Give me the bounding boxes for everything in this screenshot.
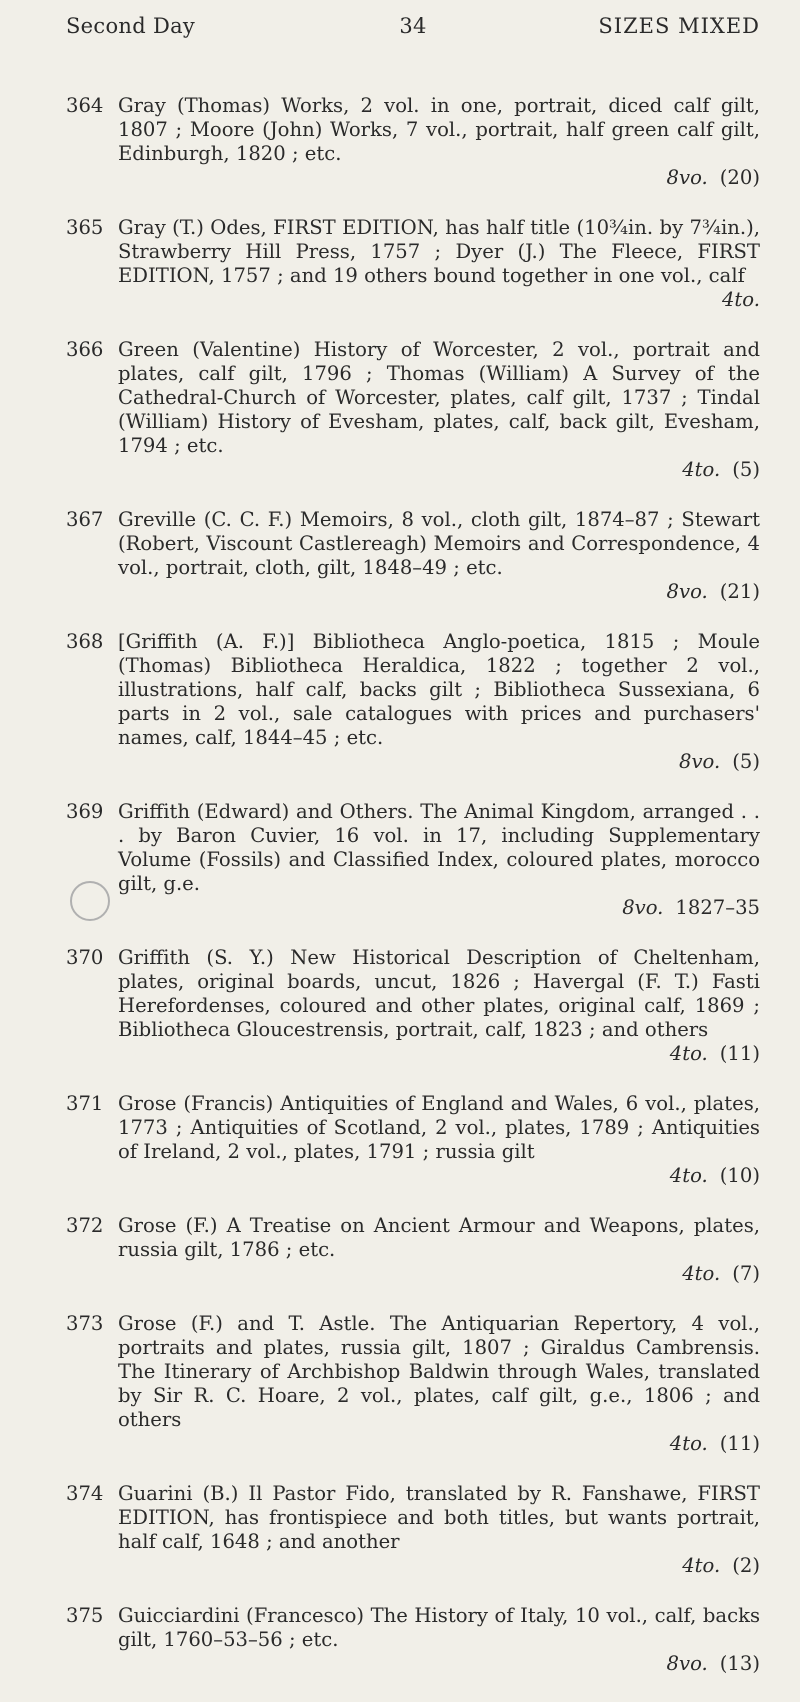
lot-number: 372 xyxy=(66,1214,104,1237)
lot-entry xyxy=(66,94,760,190)
lot-format-line xyxy=(118,896,760,920)
lot-format-line xyxy=(118,1042,760,1066)
lot-description xyxy=(118,800,760,896)
lot-description xyxy=(118,216,760,288)
lot-format: 8vo. xyxy=(666,1652,708,1675)
lot-format: 8vo. xyxy=(622,896,664,919)
lot-description xyxy=(118,338,760,458)
lot-entry xyxy=(66,946,760,1066)
lot-count: (5) xyxy=(732,458,760,481)
lot-number: 375 xyxy=(66,1604,104,1627)
lot-count: (21) xyxy=(719,580,760,603)
lot-number: 366 xyxy=(66,338,104,361)
lot-format-line xyxy=(118,750,760,774)
lot-entry xyxy=(66,1312,760,1456)
lot-description-text: Grose (F.) and T. Astle. The Antiquarian Repertory, 4 vol., portraits and plates, russia gilt, 1807 ; Giraldus Cambrensis. The Itinerary of Archbishop Baldwin through Wales, translated by Sir R. C. Hoare, 2 vol., plates, calf gilt, g.e., 1806 ; and others xyxy=(118,1312,760,1431)
lot-entry xyxy=(66,216,760,312)
lot-number: 368 xyxy=(66,630,104,653)
lot-entry xyxy=(66,1092,760,1188)
lot-entry xyxy=(66,508,760,604)
page-number: 34 xyxy=(399,14,427,38)
lot-number: 365 xyxy=(66,216,104,239)
lot-description xyxy=(118,94,760,166)
lot-number: 364 xyxy=(66,94,104,117)
lot-entry xyxy=(66,800,760,920)
lot-count: (13) xyxy=(719,1652,760,1675)
lot-description xyxy=(118,1482,760,1554)
lot-description xyxy=(118,1312,760,1432)
lot-number: 374 xyxy=(66,1482,104,1505)
lot-count: (11) xyxy=(719,1432,760,1455)
lot-count: (10) xyxy=(719,1164,760,1187)
lot-format-line xyxy=(118,1432,760,1456)
lot-description-text: Guarini (B.) Il Pastor Fido, translated by R. Fanshawe, FIRST EDITION, has frontispiece and both titles, but wants portrait, half calf, 1648 ; and another xyxy=(118,1482,760,1553)
lot-format-line xyxy=(118,1652,760,1676)
lot-format-line xyxy=(118,1164,760,1188)
lot-description-text: [Griffith (A. F.)] Bibliotheca Anglo-poetica, 1815 ; Moule (Thomas) Bibliotheca Heraldica, 1822 ; together 2 vol., illustrations, half calf, backs gilt ; Bibliotheca Sussexiana, 6 parts in 2 vol., sale catalogues with prices and purchasers' names, calf, 1844–45 ; etc. xyxy=(118,630,760,749)
lot-format: 4to. xyxy=(682,458,721,481)
lot-description xyxy=(118,946,760,1042)
lot-description-text: Greville (C. C. F.) Memoirs, 8 vol., cloth gilt, 1874–87 ; Stewart (Robert, Viscount Castlereagh) Memoirs and Correspondence, 4 vol., portrait, cloth, gilt, 1848–49 ; etc. xyxy=(118,508,760,579)
lot-number: 371 xyxy=(66,1092,104,1115)
lot-count: (20) xyxy=(719,166,760,189)
lot-number: 370 xyxy=(66,946,104,969)
lot-format-line xyxy=(118,1554,760,1578)
lot-description-text: Gray (Thomas) Works, 2 vol. in one, portrait, diced calf gilt, 1807 ; Moore (John) Works, 7 vol., portrait, half green calf gilt, Edinburgh, 1820 ; etc. xyxy=(118,94,760,165)
lot-format: 8vo. xyxy=(679,750,721,773)
lot-format-line xyxy=(118,288,760,312)
lot-description-text: Green (Valentine) History of Worcester, 2 vol., portrait and plates, calf gilt, 1796 ; Thomas (William) A Survey of the Cathedral-Church of Worcester, plates, calf gilt, 1737 ; Tindal (William) History of Evesham, plates, calf, back gilt, Evesham, 1794 ; etc. xyxy=(118,338,760,457)
lot-count: (5) xyxy=(732,750,760,773)
lot-format: 4to. xyxy=(721,288,760,311)
lot-description-text: Grose (Francis) Antiquities of England and Wales, 6 vol., plates, 1773 ; Antiquities of Scotland, 2 vol., plates, 1789 ; Antiquities of Ireland, 2 vol., plates, 1791 ; russia gilt xyxy=(118,1092,760,1163)
lot-description-text: Grose (F.) A Treatise on Ancient Armour and Weapons, plates, russia gilt, 1786 ; etc. xyxy=(118,1214,760,1261)
lot-description-text: Griffith (S. Y.) New Historical Description of Cheltenham, plates, original boards, uncut, 1826 ; Havergal (F. T.) Fasti Herefordenses, coloured and other plates, original calf, 1869 ; Bibliotheca Gloucestrensis, portrait, calf, 1823 ; and others xyxy=(118,946,760,1041)
lot-number: 367 xyxy=(66,508,104,531)
header-day: Second Day xyxy=(66,14,196,38)
lot-entry xyxy=(66,1214,760,1286)
page-header xyxy=(66,14,760,44)
lot-description-text: Griffith (Edward) and Others. The Animal Kingdom, arranged . . . by Baron Cuvier, 16 vol. in 17, including Supplementary Volume (Fossils) and Classified Index, coloured plates, morocco gilt, g.e. xyxy=(118,800,760,895)
lot-format: 8vo. xyxy=(666,580,708,603)
lot-description xyxy=(118,1214,760,1262)
lot-entry xyxy=(66,1482,760,1578)
lot-description xyxy=(118,1092,760,1164)
lot-number: 369 xyxy=(66,800,104,823)
lot-format: 4to. xyxy=(682,1554,721,1577)
lot-count: 1827–35 xyxy=(675,896,760,919)
lot-count: (7) xyxy=(732,1262,760,1285)
lot-format-line xyxy=(118,580,760,604)
lot-description xyxy=(118,630,760,750)
lot-description xyxy=(118,508,760,580)
lot-number: 373 xyxy=(66,1312,104,1335)
lot-format: 4to. xyxy=(669,1432,708,1455)
lot-description-text: Guicciardini (Francesco) The History of Italy, 10 vol., calf, backs gilt, 1760–53–56 ; etc. xyxy=(118,1604,760,1651)
header-section: SIZES MIXED xyxy=(598,14,760,38)
lot-format-line xyxy=(118,166,760,190)
lot-list xyxy=(66,94,760,1702)
lot-entry xyxy=(66,1604,760,1676)
lot-count: (2) xyxy=(732,1554,760,1577)
lot-format-line xyxy=(118,1262,760,1286)
lot-format: 4to. xyxy=(669,1042,708,1065)
lot-description-text: Gray (T.) Odes, FIRST EDITION, has half title (10¾in. by 7¾in.), Strawberry Hill Press, 1757 ; Dyer (J.) The Fleece, FIRST EDITION, 1757 ; and 19 others bound together in one vol., calf xyxy=(118,216,760,287)
lot-format: 8vo. xyxy=(666,166,708,189)
lot-format: 4to. xyxy=(682,1262,721,1285)
lot-count: (11) xyxy=(719,1042,760,1065)
lot-entry xyxy=(66,630,760,774)
lot-format-line xyxy=(118,458,760,482)
lot-description xyxy=(118,1604,760,1652)
lot-entry xyxy=(66,338,760,482)
lot-format: 4to. xyxy=(669,1164,708,1187)
